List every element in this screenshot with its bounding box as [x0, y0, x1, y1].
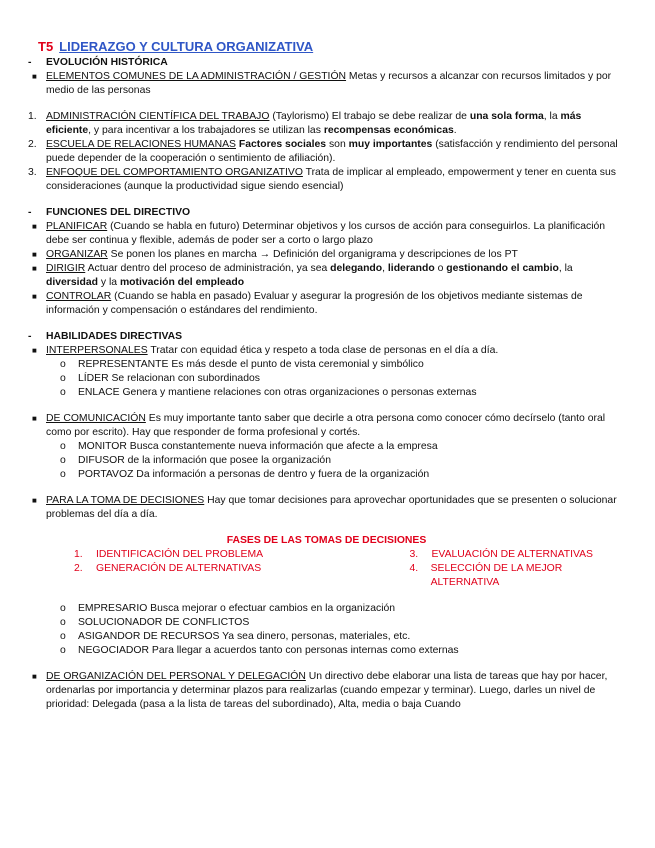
bullet-icon: ■ — [32, 292, 37, 301]
sub-item: o ENLACE Genera y mantiene relaciones con otras organizaciones o personas externas — [60, 387, 477, 398]
section-habilidades-heading: - HABILIDADES DIRECTIVAS — [28, 331, 183, 342]
phases-title: FASES DE LAS TOMAS DE DECISIONES — [226, 535, 427, 546]
bullet-icon: ■ — [32, 414, 37, 423]
list-item: ■ DE ORGANIZACIÓN DEL PERSONAL Y DELEGACIÓN Un directivo debe elaborar una lista de tareas que hay por hacer, ordenarlas por importancia y determinar plazos para realizarlas (cuando empezar y terminar). Luego, darles un nivel de prioridad: Delegada (pasa a la lista de tareas del subordinado), Alta, media o baja Cuando — [28, 670, 625, 712]
phase-item: 4. SELECCIÓN DE LA MEJOR ALTERNATIVA — [409, 563, 563, 588]
list-item: ■ DIRIGIR Actuar dentro del proceso de administración, ya sea delegando, liderando o gestionando el cambio, la diversidad y la motivación del empleado — [28, 262, 625, 290]
sub-item: o REPRESENTANTE Es más desde el punto de vista ceremonial y simbólico — [60, 359, 424, 370]
list-item: 3. ENFOQUE DEL COMPORTAMIENTO ORGANIZATIVO Trata de implicar al empleado, empowerment y tener en cuenta sus consideraciones (aunque la productividad sigue siendo esencial) — [28, 167, 616, 192]
sub-item: o EMPRESARIO Busca mejorar o efectuar cambios en la organización — [60, 603, 396, 614]
title-number: T5 — [38, 39, 54, 54]
list-item: ■ DE COMUNICACIÓN Es muy importante tanto saber que decirle a otra persona como conocer cómo decírselo (tanto oral como por escrito). Hay que responder de forma profesional y cortés. — [28, 412, 625, 440]
sub-item: o DIFUSOR de la información que posee la organización — [60, 455, 331, 466]
phase-item: 1. IDENTIFICACIÓN DEL PROBLEMA — [74, 549, 264, 560]
sub-item: o LÍDER Se relacionan con subordinados — [60, 373, 260, 384]
bullet-icon: ■ — [32, 72, 37, 81]
phase-item: 3. EVALUACIÓN DE ALTERNATIVAS — [409, 549, 593, 560]
list-item: ■ INTERPERSONALES Tratar con equidad ética y respeto a toda clase de personas en el día a día. — [28, 344, 625, 358]
bullet-icon: ■ — [32, 264, 37, 273]
list-item: 2. ESCUELA DE RELACIONES HUMANAS Factores sociales son muy importantes (satisfacción y rendimiento del personal puede depender de la cooperación o sentimiento de afiliación). — [28, 139, 618, 164]
bullet-icon: ■ — [32, 250, 37, 259]
sub-item: o PORTAVOZ Da información a personas de dentro y fuera de la organización — [60, 469, 430, 480]
title-text: LIDERAZGO Y CULTURA ORGANIZATIVA — [59, 39, 314, 54]
sub-item: o ASIGANDOR DE RECURSOS Ya sea dinero, personas, materiales, etc. — [60, 631, 411, 642]
bullet-icon: ■ — [32, 496, 37, 505]
section-evolucion-heading: - EVOLUCIÓN HISTÓRICA — [28, 57, 168, 68]
list-item: ■ ELEMENTOS COMUNES DE LA ADMINISTRACIÓN / GESTIÓN Metas y recursos a alcanzar con recursos limitados y por medio de las personas — [28, 70, 625, 98]
list-item: ■ PLANIFICAR (Cuando se habla en futuro) Determinar objetivos y los cursos de acción para conseguirlos. La planificación debe ser continua y flexible, además de poder ser a corto o largo plazo — [28, 220, 625, 248]
list-item: ■ CONTROLAR (Cuando se habla en pasado) Evaluar y asegurar la progresión de los objetivos mediante sistemas de información y compensación o estándares del rendimiento. — [28, 290, 625, 318]
section-funciones-heading: - FUNCIONES DEL DIRECTIVO — [28, 207, 191, 218]
list-item: ■ PARA LA TOMA DE DECISIONES Hay que tomar decisiones para aprovechar oportunidades que se presenten o solucionar problemas del día a día. — [28, 494, 625, 522]
bullet-icon: ■ — [32, 222, 37, 231]
list-item: 1. ADMINISTRACIÓN CIENTÍFICA DEL TRABAJO (Taylorismo) El trabajo se debe realizar de una sola forma, la más eficiente, y para incentivar a los trabajadores se utilizan las recompensas económicas. — [28, 111, 582, 136]
sub-item: o SOLUCIONADOR DE CONFLICTOS — [60, 617, 250, 628]
list-item: ■ ORGANIZAR Se ponen los planes en marcha → Definición del organigrama y descripciones de los PT — [28, 248, 625, 262]
sub-item: o MONITOR Busca constantemente nueva información que afecte a la empresa — [60, 441, 438, 452]
document-title — [38, 40, 625, 54]
phase-item: 2. GENERACIÓN DE ALTERNATIVAS — [74, 563, 262, 574]
sub-item: o NEGOCIADOR Para llegar a acuerdos tanto con personas internas como externas — [60, 645, 459, 656]
bullet-icon: ■ — [32, 672, 37, 681]
phases-list — [28, 548, 625, 590]
bullet-icon: ■ — [32, 346, 37, 355]
